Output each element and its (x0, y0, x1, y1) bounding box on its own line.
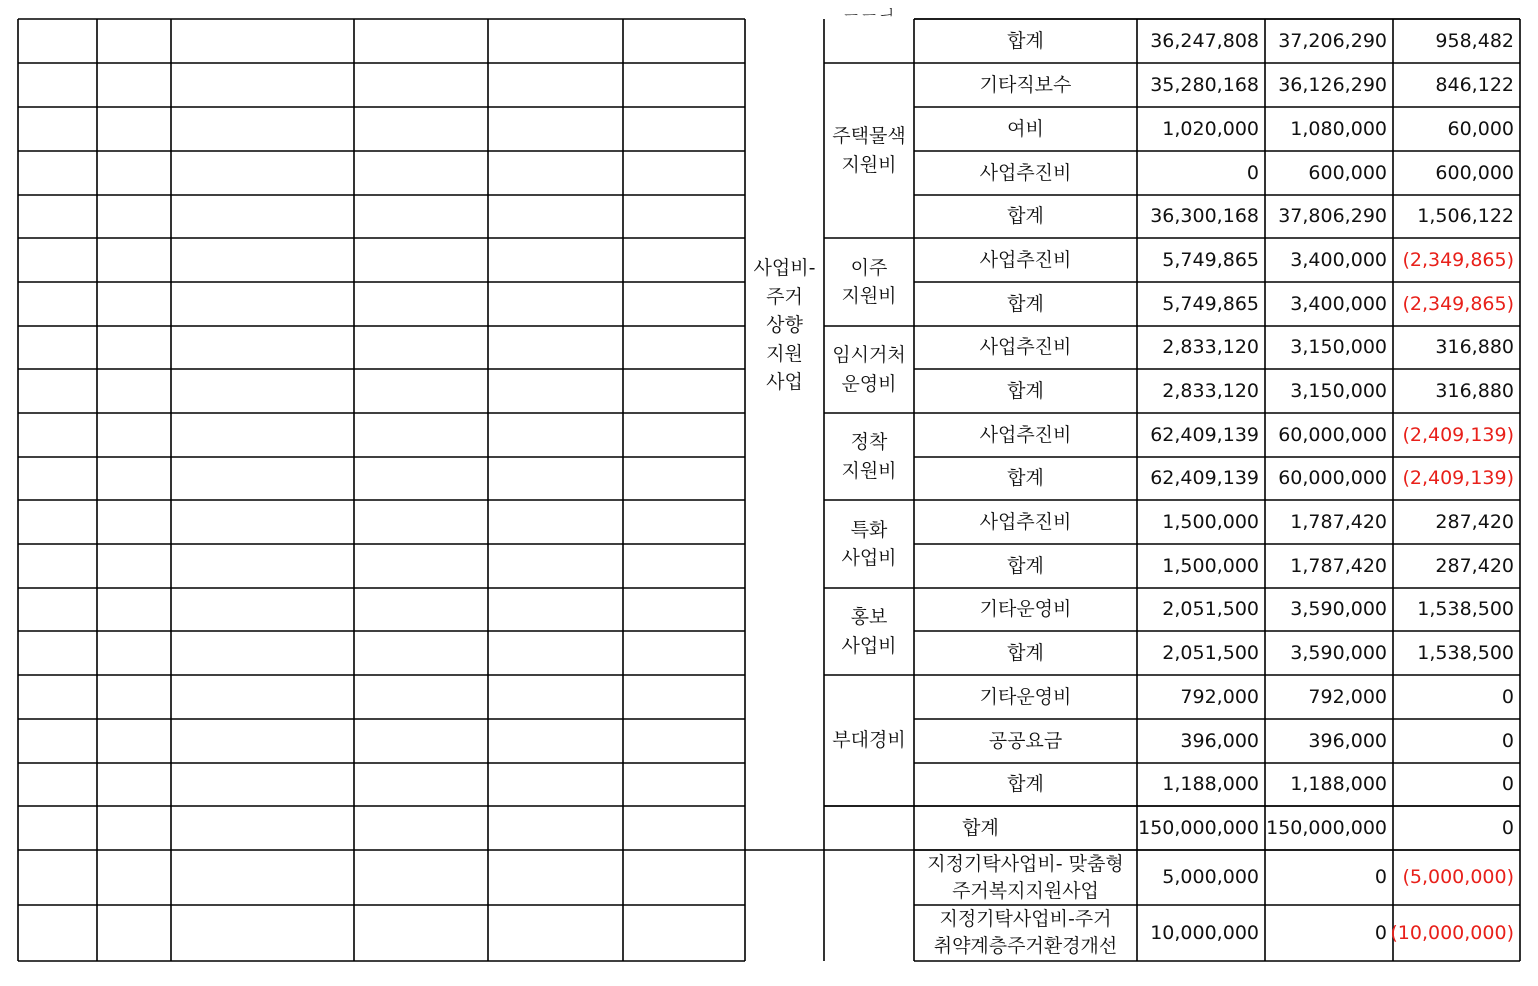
settled-value-text: 3,590,000 (1290, 598, 1387, 621)
settled-value-text: 60,000,000 (1278, 423, 1387, 446)
budget-value (1137, 282, 1265, 326)
grand-total-settled (1265, 806, 1393, 850)
difference-value-text: 846,122 (1435, 73, 1514, 96)
row-label-text: 기타운영비 (979, 685, 1072, 708)
row-label (914, 63, 1137, 107)
difference-value-text: 0 (1501, 729, 1514, 752)
settled-value (1265, 763, 1393, 806)
difference-value (1393, 195, 1520, 238)
budget-value (1137, 369, 1265, 413)
budget-value (1137, 719, 1265, 763)
row-label-text: 합계 (1007, 773, 1044, 796)
budget-value (1137, 195, 1265, 238)
settled-value (1265, 544, 1393, 588)
settled-value-text: 396,000 (1308, 729, 1387, 752)
difference-value (1393, 413, 1520, 457)
clipped-heading-fragment (824, 8, 914, 24)
difference-value-text: (5,000,000) (1402, 866, 1514, 889)
group-name-text: 이주 지원비 (841, 256, 897, 307)
settled-value-text: 0 (1374, 866, 1387, 889)
difference-value (1393, 719, 1520, 763)
grand-total-difference (1393, 806, 1520, 850)
row-label-text: 합계 (1007, 467, 1044, 490)
settled-value (1265, 413, 1393, 457)
group-name-text: 임시거처 운영비 (832, 344, 906, 395)
row-label (914, 238, 1137, 282)
settled-value (1265, 282, 1393, 326)
row-label-text: 사업추진비 (979, 423, 1072, 446)
grand-total-budget-text: 150,000,000 (1138, 816, 1259, 839)
row-label-text: 합계 (1007, 292, 1044, 315)
difference-value (1393, 457, 1520, 500)
settled-value-text: 37,806,290 (1278, 205, 1387, 228)
difference-value-text: (2,349,865) (1402, 292, 1514, 315)
row-label (914, 107, 1137, 151)
row-label (914, 195, 1137, 238)
budget-value-text: 62,409,139 (1150, 467, 1259, 490)
row-label-text: 기타운영비 (979, 598, 1072, 621)
budget-value (1137, 63, 1265, 107)
difference-value-text: 287,420 (1435, 510, 1514, 533)
budget-value (1137, 631, 1265, 675)
row-label-text: 합계 (1007, 379, 1044, 402)
row-label (914, 457, 1137, 500)
settled-value (1265, 369, 1393, 413)
budget-value (1137, 107, 1265, 151)
group-name-text: 홍보 사업비 (841, 606, 897, 657)
row-label-text: 공공요금 (988, 729, 1063, 752)
budget-value-text: 5,749,865 (1162, 292, 1259, 315)
budget-value-text: 62,409,139 (1150, 423, 1259, 446)
budget-value-text: 2,833,120 (1162, 336, 1259, 359)
settled-value (1265, 107, 1393, 151)
budget-value-text: 2,833,120 (1162, 379, 1259, 402)
budget-value (1137, 326, 1265, 369)
budget-value-text: 5,749,865 (1162, 248, 1259, 271)
budget-value (1137, 238, 1265, 282)
settled-value-text: 60,000,000 (1278, 467, 1387, 490)
budget-value-text: 36,300,168 (1150, 205, 1259, 228)
main-category-text: 사업비- 주거 상향 지원 사업 (753, 257, 816, 394)
group-name (824, 413, 914, 500)
difference-value-text: (2,409,139) (1402, 423, 1514, 446)
settled-value (1265, 151, 1393, 195)
grand-total-settled-text: 150,000,000 (1266, 816, 1387, 839)
row-label (914, 413, 1137, 457)
row-label-text: 합계 (1007, 205, 1044, 228)
budget-value (1137, 905, 1265, 961)
budget-value-text: 1,020,000 (1162, 117, 1259, 140)
grand-total-difference-text: 0 (1501, 816, 1514, 839)
settled-value-text: 0 (1374, 921, 1387, 944)
row-label-text: 합계 (1007, 641, 1044, 664)
clipped-heading-fragment-text: ᅳ ᅳ ᅴ (844, 8, 894, 24)
settled-value-text: 1,787,420 (1290, 554, 1387, 577)
budget-value (1137, 544, 1265, 588)
settled-value (1265, 500, 1393, 544)
group-name-text: 부대경비 (832, 729, 906, 752)
budget-value (1137, 500, 1265, 544)
difference-value-text: 1,538,500 (1417, 598, 1514, 621)
difference-value (1393, 369, 1520, 413)
budget-value (1137, 457, 1265, 500)
difference-value-text: 0 (1501, 773, 1514, 796)
budget-value (1137, 763, 1265, 806)
group-name (824, 588, 914, 675)
row-label (914, 151, 1137, 195)
budget-value-text: 2,051,500 (1162, 641, 1259, 664)
budget-value-text: 35,280,168 (1150, 73, 1259, 96)
row-label (914, 719, 1137, 763)
settled-value-text: 792,000 (1308, 685, 1387, 708)
row-label (914, 675, 1137, 719)
settled-value (1265, 631, 1393, 675)
settled-value-text: 3,400,000 (1290, 292, 1387, 315)
budget-value-text: 2,051,500 (1162, 598, 1259, 621)
difference-value (1393, 151, 1520, 195)
row-label-text: 합계 (1007, 29, 1044, 52)
settled-value-text: 3,590,000 (1290, 641, 1387, 664)
settled-value (1265, 457, 1393, 500)
difference-value-text: (10,000,000) (1390, 921, 1514, 944)
row-label (914, 588, 1137, 631)
row-label-text: 합계 (1007, 554, 1044, 577)
designated-donation-label (914, 850, 1137, 905)
row-label (914, 500, 1137, 544)
budget-value-text: 36,247,808 (1150, 29, 1259, 52)
budget-value-text: 1,500,000 (1162, 554, 1259, 577)
settled-value-text: 1,080,000 (1290, 117, 1387, 140)
row-label-text: 사업추진비 (979, 161, 1072, 184)
budget-value (1137, 19, 1265, 63)
budget-value-text: 5,000,000 (1162, 866, 1259, 889)
difference-value (1393, 238, 1520, 282)
difference-value-text: 0 (1501, 685, 1514, 708)
difference-value-text: 316,880 (1435, 336, 1514, 359)
settled-value (1265, 675, 1393, 719)
grand-total-budget (1137, 806, 1265, 850)
budget-value-text: 396,000 (1180, 729, 1259, 752)
difference-value (1393, 675, 1520, 719)
row-label (914, 763, 1137, 806)
settled-value-text: 600,000 (1308, 161, 1387, 184)
difference-value-text: (2,409,139) (1402, 467, 1514, 490)
row-label (914, 369, 1137, 413)
settled-value-text: 36,126,290 (1278, 73, 1387, 96)
budget-value (1137, 675, 1265, 719)
settled-value (1265, 588, 1393, 631)
row-label-text: 사업추진비 (979, 336, 1072, 359)
designated-donation-label-text: 지정기탁사업비-주거 취약계층주거환경개선 (933, 908, 1118, 957)
row-label-text: 사업추진비 (979, 248, 1072, 271)
settled-value (1265, 63, 1393, 107)
budget-value (1137, 413, 1265, 457)
designated-donation-label-text: 지정기탁사업비- 맞춤형 주거복지지원사업 (927, 852, 1124, 902)
row-label (914, 631, 1137, 675)
group-name (824, 238, 914, 326)
settled-value (1265, 238, 1393, 282)
budget-value-text: 0 (1246, 161, 1259, 184)
group-name-text: 주택물색 지원비 (832, 125, 906, 176)
difference-value-text: 1,538,500 (1417, 641, 1514, 664)
difference-value-text: (2,349,865) (1402, 248, 1514, 271)
grand-total-label-text: 합계 (962, 816, 999, 839)
settled-value-text: 3,150,000 (1290, 336, 1387, 359)
budget-value-text: 1,500,000 (1162, 510, 1259, 533)
settled-value (1265, 905, 1393, 961)
difference-value (1393, 326, 1520, 369)
group-name (824, 326, 914, 413)
settled-value (1265, 719, 1393, 763)
group-name (824, 63, 914, 238)
difference-value (1393, 500, 1520, 544)
settled-value-text: 3,150,000 (1290, 379, 1387, 402)
row-label (914, 544, 1137, 588)
row-label-text: 기타직보수 (979, 73, 1072, 96)
main-category (745, 238, 824, 413)
budget-value (1137, 151, 1265, 195)
group-name-text: 정착 지원비 (841, 431, 897, 482)
row-label (914, 326, 1137, 369)
designated-donation-label (914, 905, 1137, 961)
row-label-text: 여비 (1007, 117, 1044, 140)
difference-value (1393, 19, 1520, 63)
difference-value (1393, 63, 1520, 107)
grand-total-label (824, 806, 1137, 850)
difference-value (1393, 763, 1520, 806)
difference-value-text: 958,482 (1435, 29, 1514, 52)
settled-value-text: 1,188,000 (1290, 773, 1387, 796)
settled-value-text: 37,206,290 (1278, 29, 1387, 52)
difference-value-text: 316,880 (1435, 379, 1514, 402)
difference-value-text: 1,506,122 (1417, 205, 1514, 228)
difference-value (1393, 544, 1520, 588)
row-label (914, 19, 1137, 63)
budget-value (1137, 588, 1265, 631)
settled-value (1265, 850, 1393, 905)
difference-value-text: 600,000 (1435, 161, 1514, 184)
budget-value-text: 792,000 (1180, 685, 1259, 708)
group-name (824, 675, 914, 806)
difference-value-text: 60,000 (1447, 117, 1514, 140)
settled-value (1265, 195, 1393, 238)
row-label (914, 282, 1137, 326)
budget-value-text: 1,188,000 (1162, 773, 1259, 796)
difference-value (1393, 588, 1520, 631)
group-name-text: 특화 사업비 (841, 518, 897, 569)
row-label-text: 사업추진비 (979, 510, 1072, 533)
budget-value (1137, 850, 1265, 905)
budget-value-text: 10,000,000 (1150, 921, 1259, 944)
settled-value (1265, 19, 1393, 63)
difference-value (1393, 850, 1520, 905)
settled-value-text: 3,400,000 (1290, 248, 1387, 271)
difference-value (1393, 107, 1520, 151)
settled-value (1265, 326, 1393, 369)
difference-value (1390, 905, 1520, 961)
difference-value (1393, 631, 1520, 675)
difference-value (1393, 282, 1520, 326)
settled-value-text: 1,787,420 (1290, 510, 1387, 533)
difference-value-text: 287,420 (1435, 554, 1514, 577)
group-name (824, 500, 914, 588)
